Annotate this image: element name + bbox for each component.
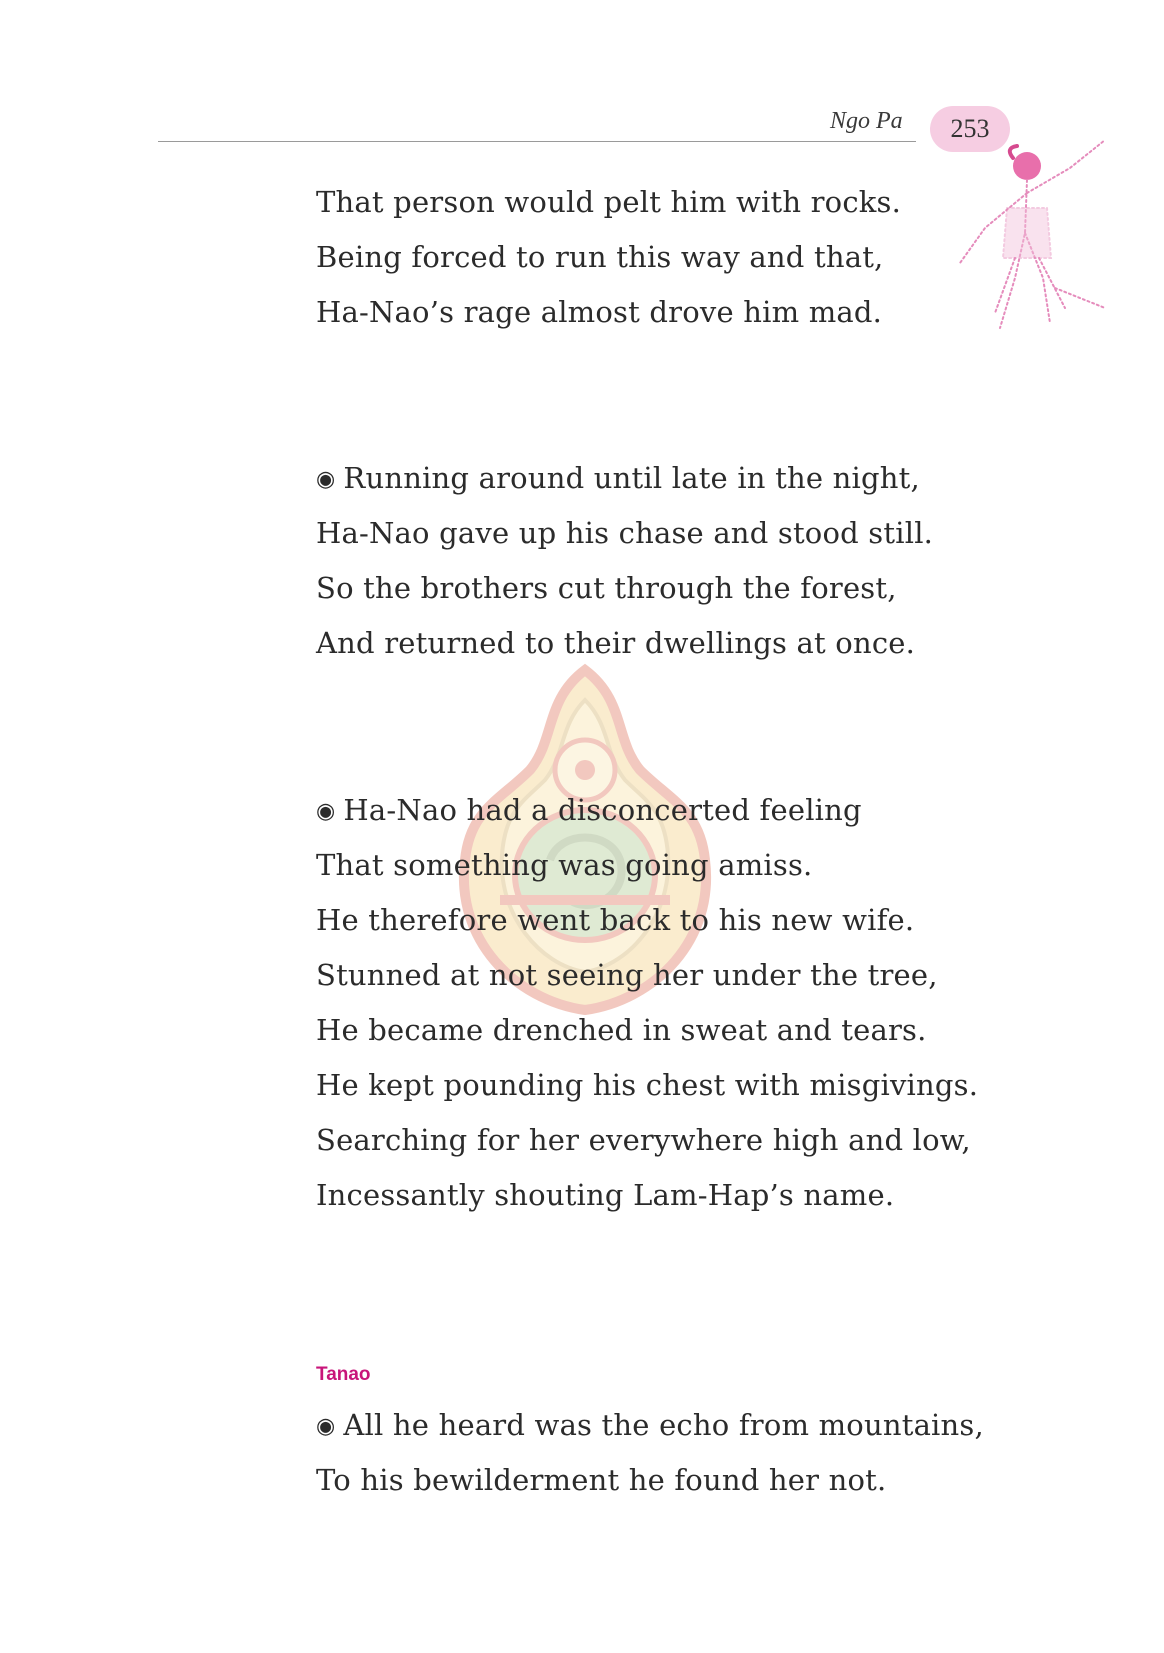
- verse-line: Ha-Nao’s rage almost drove him mad.: [316, 295, 883, 329]
- verse-line: To his bewilderment he found her not.: [316, 1463, 887, 1497]
- verse-line: Searching for her everywhere high and low,: [316, 1123, 971, 1157]
- verse-line: Stunned at not seeing her under the tree,: [316, 958, 938, 992]
- verse-line: Incessantly shouting Lam-Hap’s name.: [316, 1178, 895, 1212]
- verse-line: He kept pounding his chest with misgivings.: [316, 1068, 979, 1102]
- verse-line: Ha-Nao gave up his chase and stood still.: [316, 516, 934, 550]
- verse-line-first: [316, 461, 920, 499]
- page-number: 253: [950, 114, 990, 143]
- verse-text: Running around until late in the night,: [343, 461, 920, 495]
- dancer-illustration: [955, 138, 1115, 348]
- verse-text: All he heard was the echo from mountains,: [343, 1408, 984, 1442]
- bullet-icon: ◉: [316, 467, 336, 492]
- bullet-icon: ◉: [316, 1414, 336, 1439]
- verse-line: Being forced to run this way and that,: [316, 240, 884, 274]
- bullet-icon: ◉: [316, 799, 336, 824]
- verse-text: Ha-Nao had a disconcerted feeling: [343, 793, 862, 827]
- running-title: Ngo Pa: [830, 108, 903, 134]
- verse-line-first: [316, 793, 862, 831]
- verse-line-first: [316, 1408, 984, 1446]
- verse-line: That something was going amiss.: [316, 848, 813, 882]
- verse-line: So the brothers cut through the forest,: [316, 571, 897, 605]
- verse-line: And returned to their dwellings at once.: [316, 626, 916, 660]
- verse-line: He therefore went back to his new wife.: [316, 903, 915, 937]
- speaker-heading: Tanao: [316, 1364, 371, 1385]
- verse-line: That person would pelt him with rocks.: [316, 185, 902, 219]
- header-rule: [158, 141, 916, 142]
- verse-line: He became drenched in sweat and tears.: [316, 1013, 927, 1047]
